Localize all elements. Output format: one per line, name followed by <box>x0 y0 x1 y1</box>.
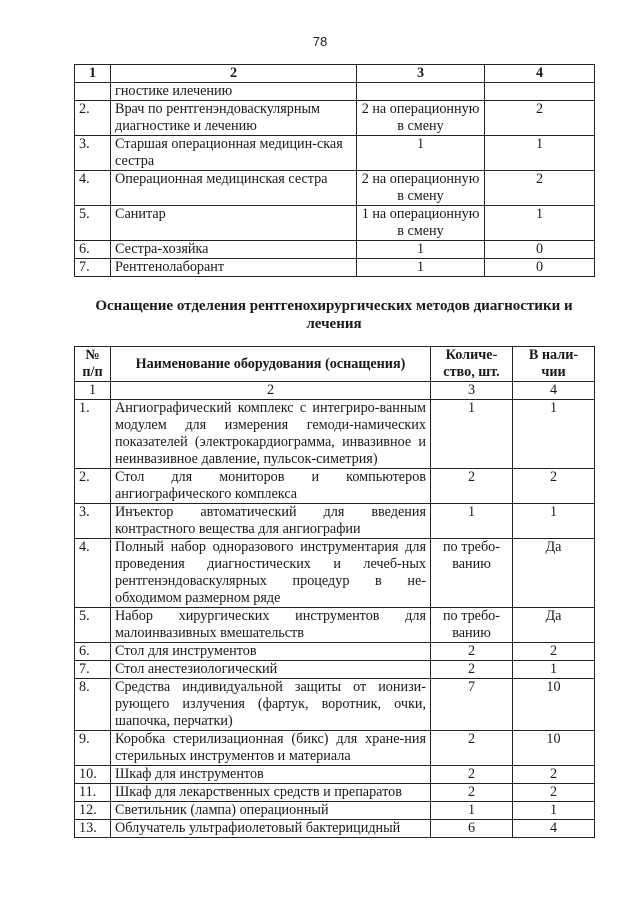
header-name: Наименование оборудования (оснащения) <box>111 347 431 382</box>
staff-per-shift: 1 <box>357 259 485 277</box>
table-row <box>75 400 595 469</box>
row-num: 5. <box>75 608 111 643</box>
equipment-qty: 2 <box>431 784 513 802</box>
row-num: 7. <box>75 661 111 679</box>
staff-per-shift: 1 <box>357 241 485 259</box>
staff-per-shift: 1 <box>357 136 485 171</box>
row-num: 10. <box>75 766 111 784</box>
row-num: 7. <box>75 259 111 277</box>
row-num: 6. <box>75 643 111 661</box>
table-row <box>75 206 595 241</box>
equipment-name: Шкаф для инструментов <box>111 766 431 784</box>
staff-header-row <box>75 65 595 83</box>
table-row <box>75 171 595 206</box>
row-num: 1. <box>75 400 111 469</box>
header-num: № п/п <box>75 347 111 382</box>
equipment-avail: 4 <box>513 820 595 838</box>
equipment-name: Набор хирургических инструментов для малоинвазивных вмешательств <box>111 608 431 643</box>
table-row <box>75 784 595 802</box>
equipment-index-row <box>75 382 595 400</box>
row-num <box>75 83 111 101</box>
staff-header-cell: 1 <box>75 65 111 83</box>
equipment-qty: 1 <box>431 802 513 820</box>
row-num: 2. <box>75 101 111 136</box>
table-row <box>75 259 595 277</box>
equipment-name: Стол анестезиологический <box>111 661 431 679</box>
row-num: 4. <box>75 171 111 206</box>
equipment-avail: 10 <box>513 679 595 731</box>
staff-count: 1 <box>485 136 595 171</box>
equipment-qty: 2 <box>431 661 513 679</box>
staff-count: 2 <box>485 171 595 206</box>
equipment-avail: 2 <box>513 469 595 504</box>
equipment-avail: 2 <box>513 784 595 802</box>
staff-table <box>74 64 595 277</box>
table-row <box>75 802 595 820</box>
section-title: Оснащение отделения рентгенохирургических методов диагностики и лечения <box>95 298 573 332</box>
equipment-name: Полный набор одноразового инструментария для проведения диагностических и лечеб-ных рентгенэндоваскулярных процедур в не-обходимом размерном ряде <box>111 539 431 608</box>
row-num: 4. <box>75 539 111 608</box>
row-num: 5. <box>75 206 111 241</box>
index-cell: 3 <box>431 382 513 400</box>
equipment-avail: 1 <box>513 400 595 469</box>
staff-per-shift: 1 на операционную в смену <box>357 206 485 241</box>
row-num: 3. <box>75 136 111 171</box>
table-row <box>75 504 595 539</box>
equipment-avail: 2 <box>513 643 595 661</box>
staff-count: 1 <box>485 206 595 241</box>
equipment-name: Ангиографический комплекс с интегриро-ванным модулем для измерения гемоди-намических показателей (электрокардиограмма, инвазивное и неинвазивное давление, пульсок-симетрия) <box>111 400 431 469</box>
equipment-qty: 1 <box>431 400 513 469</box>
header-qty: Количе-ство, шт. <box>431 347 513 382</box>
table-row <box>75 766 595 784</box>
equipment-qty: 1 <box>431 504 513 539</box>
equipment-name: Облучатель ультрафиолетовый бактерицидный <box>111 820 431 838</box>
equipment-name: Средства индивидуальной защиты от ионизи-рующего излучения (фартук, воротник, очки, шапочка, перчатки) <box>111 679 431 731</box>
equipment-name: Светильник (лампа) операционный <box>111 802 431 820</box>
equipment-qty: 2 <box>431 731 513 766</box>
staff-position: Сестра-хозяйка <box>111 241 357 259</box>
equipment-avail: 1 <box>513 802 595 820</box>
equipment-avail: 1 <box>513 661 595 679</box>
staff-header-cell: 2 <box>111 65 357 83</box>
row-num: 2. <box>75 469 111 504</box>
staff-position: Врач по рентгенэндоваскулярным диагностике и лечению <box>111 101 357 136</box>
equipment-name: Шкаф для лекарственных средств и препаратов <box>111 784 431 802</box>
equipment-table <box>74 346 595 838</box>
table-row <box>75 643 595 661</box>
header-avail: В нали-чии <box>513 347 595 382</box>
equipment-qty: 6 <box>431 820 513 838</box>
staff-per-shift: 2 на операционную в смену <box>357 101 485 136</box>
equipment-name: Инъектор автоматический для введения контрастного вещества для ангиографии <box>111 504 431 539</box>
staff-position: Санитар <box>111 206 357 241</box>
staff-position: Старшая операционная медицин-ская сестра <box>111 136 357 171</box>
table-row <box>75 83 595 101</box>
index-cell: 4 <box>513 382 595 400</box>
table-row <box>75 820 595 838</box>
row-num: 11. <box>75 784 111 802</box>
row-num: 8. <box>75 679 111 731</box>
table-row <box>75 101 595 136</box>
equipment-avail: Да <box>513 608 595 643</box>
staff-header-cell: 4 <box>485 65 595 83</box>
equipment-qty: по требо-ванию <box>431 539 513 608</box>
equipment-qty: 7 <box>431 679 513 731</box>
staff-count: 2 <box>485 101 595 136</box>
row-num: 9. <box>75 731 111 766</box>
staff-position: Рентгенолаборант <box>111 259 357 277</box>
row-num: 12. <box>75 802 111 820</box>
equipment-header-row <box>75 347 595 382</box>
page-number: 78 <box>312 34 328 49</box>
table-row <box>75 241 595 259</box>
equipment-name: Стол для инструментов <box>111 643 431 661</box>
staff-position: Операционная медицинская сестра <box>111 171 357 206</box>
staff-position: гностике илечению <box>111 83 357 101</box>
row-num: 13. <box>75 820 111 838</box>
table-row <box>75 731 595 766</box>
staff-per-shift <box>357 83 485 101</box>
staff-count: 0 <box>485 259 595 277</box>
staff-count <box>485 83 595 101</box>
equipment-qty: 2 <box>431 643 513 661</box>
equipment-name: Стол для мониторов и компьютеров ангиографического комплекса <box>111 469 431 504</box>
table-row <box>75 136 595 171</box>
index-cell: 2 <box>111 382 431 400</box>
equipment-avail: 2 <box>513 766 595 784</box>
equipment-qty: 2 <box>431 766 513 784</box>
equipment-qty: 2 <box>431 469 513 504</box>
staff-header-cell: 3 <box>357 65 485 83</box>
table-row <box>75 539 595 608</box>
equipment-name: Коробка стерилизационная (бикс) для хране-ния стерильных инструментов и материала <box>111 731 431 766</box>
row-num: 3. <box>75 504 111 539</box>
table-row <box>75 661 595 679</box>
equipment-avail: 10 <box>513 731 595 766</box>
equipment-avail: 1 <box>513 504 595 539</box>
index-cell: 1 <box>75 382 111 400</box>
equipment-avail: Да <box>513 539 595 608</box>
staff-per-shift: 2 на операционную в смену <box>357 171 485 206</box>
table-row <box>75 608 595 643</box>
row-num: 6. <box>75 241 111 259</box>
staff-count: 0 <box>485 241 595 259</box>
table-row <box>75 469 595 504</box>
equipment-qty: по требо-ванию <box>431 608 513 643</box>
table-row <box>75 679 595 731</box>
